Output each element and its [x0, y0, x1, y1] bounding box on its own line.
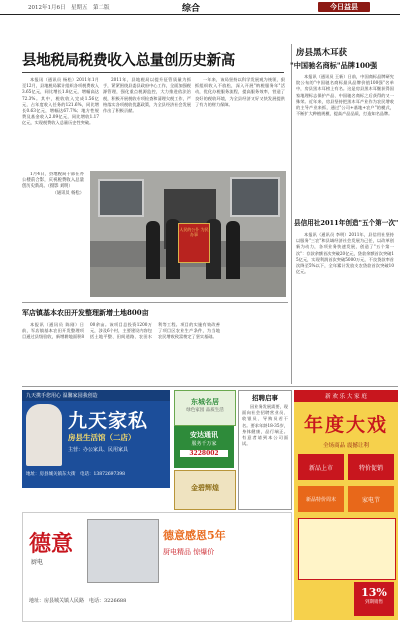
award-banner: [178, 223, 210, 263]
ad-newyear-box-2: [348, 454, 394, 480]
ad-newyear-box-4-label: 家电节: [361, 497, 380, 504]
masthead-text: 今日益县: [330, 2, 358, 11]
ad-newyear-title: 年度大戏: [303, 414, 388, 436]
ad-person-photo: [26, 404, 62, 466]
column-divider: [291, 44, 292, 384]
ad-newyear-sub: 全场商品 震撼让利: [323, 443, 369, 449]
ad-newyear-products: [298, 518, 396, 580]
ad-newyear-box-2-label: 特价促销: [358, 465, 383, 472]
page-header: [0, 0, 400, 15]
ad-green-title: 东城名居: [191, 397, 219, 406]
ad-newyear-box-4: [348, 486, 394, 512]
ad-newyear-discount: [354, 582, 394, 616]
ad-dechang-logo: 德意: [29, 531, 74, 557]
ad-jiutianjia-title: 九天家私: [68, 410, 149, 432]
ad-product-hood: [87, 519, 159, 583]
ad-safe-title: 安达通讯: [190, 430, 218, 439]
ad-dechang-promo: 德意感恩5年: [163, 529, 226, 542]
ad-gold[interactable]: [174, 470, 236, 510]
lead-headline-rule: [22, 72, 284, 73]
news-photo: [90, 171, 286, 297]
ad-gold-title: 金碧辉煌: [191, 483, 219, 492]
ad-newyear-top: 新 欢 乐 大 家 庭: [294, 390, 398, 402]
ad-newyear-box-1-label: 新品上市: [308, 465, 333, 472]
ad-safe[interactable]: [174, 426, 234, 468]
section-divider: [22, 302, 288, 303]
lead-body-right: 一年来，该局坚持以科学发展观为统领，狠抓组织收入不放松，深入开展"纳税服务年"活动，优化办税服务流程，提高服务效率，营造了良好的税收环境，为全县经济又好又快发展提供了有力的财力保障。: [195, 77, 285, 107]
ad-green-sub: 绿色家园 品质生活: [186, 408, 224, 413]
ad-newyear-box-3: [298, 486, 344, 512]
ad-safe-sub: 服务千万家: [191, 441, 217, 447]
ad-dechang-address: 地址：房县城关镇人民路 电话：3226688: [29, 598, 127, 604]
lead-body-left: 本报讯（通讯员 杨松）2011年1月至12月，县地税局累计组织各项税费收入3.65亿元，同比增长1.8亿元，增幅高达72.3%。其中，税收收入完成1.56亿元，占年度收入任务的121.6%，同比增长0.63亿元，增幅达67.7%；地方性规费及基金收入2.09亿元，同比增收1.17亿元，实现税费收入总量历史性突破。: [22, 77, 99, 126]
bottom-story-headline: 军店镇基本农田开发整理新增土地800亩: [22, 308, 149, 317]
ad-jiutianjia-sub: 房县生活馆（二店）: [68, 433, 136, 442]
right-top-headline: 房县黑木耳获: [296, 48, 348, 58]
right-mid-body: 本报讯（通讯员 李明）2011年，县信用社坚持以服务"三农"和县域经济社会发展为己任，以改革创新为动力，各项业务快速发展，创造了"五个第一次"：存款余额首次突破20亿元，贷款余额首次突破15亿元，实现利润首次突破5000万元，不良贷款率首次降至5%以下，全年累计发放支农贷款首次突破10亿元。: [296, 232, 394, 275]
right-top-body: 本报讯（通讯员 王新）日前，中国商标品牌研究院公布的"中国驰名商标最具品牌价值100强"名单中，房县黑木耳榜上有名。这是房县黑木耳继获得国家地理标志保护产品、中国驰名商标之后获得的又一殊荣。近年来，房县坚持把黑木耳产业作为农民增收的主导产业来抓，通过"公司+基地+农户"的模式，不断扩大种植规模，提高产品品质，打造知名品牌。: [296, 74, 394, 117]
header-section: 综合: [182, 4, 201, 14]
ad-notice-title: 招聘启事: [252, 394, 278, 402]
ad-dechang-sub: 厨电: [31, 559, 44, 566]
ad-dechang[interactable]: [22, 512, 292, 622]
ad-dechang-promo2: 厨电精品 惊爆价: [163, 548, 215, 556]
ad-jiutianjia-slogan: 九天携手您用心 温馨家园我创造: [22, 390, 170, 401]
header-date: 2012年1月6日 星期五 第二版: [28, 5, 110, 11]
lead-headline: 县地税局税费收入总量创历史新高: [22, 52, 235, 69]
ad-newyear-box-3-label: 新品特价周末: [305, 497, 336, 503]
ad-green[interactable]: [174, 390, 236, 426]
ad-notice[interactable]: [238, 390, 292, 510]
lead-body-mid: 2011年，县地税局以提升征管质量为抓手，紧紧围绕县委县政府中心工作，全面加强税源管理，强化重点税源监控，大力推进依法治税，积极开展税收专项检查和清理欠税工作，严格落实各项税收优惠政策，为全县经济社会发展作出了积极贡献。: [103, 77, 191, 114]
ad-jiutianjia-items: 主营：办公家具、民用家具: [68, 447, 129, 453]
ad-jiutianjia[interactable]: [22, 390, 170, 508]
award-banner-text: 人民的公仆 为民办事: [179, 227, 209, 237]
right-top-subheadline: "中国驰名商标"品牌100强: [290, 61, 378, 70]
ads-divider: [22, 386, 398, 387]
person-figure: [226, 221, 240, 279]
masthead-logo: [318, 2, 370, 12]
ad-newyear[interactable]: [294, 390, 398, 620]
ad-newyear-box-1: [298, 454, 344, 480]
ad-safe-phone: 3228002: [180, 450, 228, 457]
ad-jiutianjia-address: 地址：房县城关镇东大街 电话：13872697398: [26, 472, 125, 477]
photo-caption: 1月4日，县地税局干部在办公楼前合影，庆祝税费收入总量创历史新高。（摄影 刘明） （通讯员 杨松）: [22, 172, 84, 196]
ad-newyear-discount-sub: 到期销售: [365, 600, 383, 605]
ad-notice-body: 因业务发展需要，现面向社会招聘营业员、收银员、导购员若干名。要求年龄18-35岁，身体健康，品行端正。有意者请到本公司面试。: [242, 404, 288, 447]
bottom-story-body: 本报讯（通讯员 陈刚）日前，军店镇基本农田开发整理项目通过县级验收，新增耕地面积800余亩。该项目总投资1200万元，涉及6个村，主要建设内容包括土地平整、田间道路、农田水利等工程。项目的实施有效改善了项目区农业生产条件，为当地农民增收致富奠定了坚实基础。: [22, 322, 220, 340]
ad-jiutianjia-footer: [22, 488, 170, 508]
ad-newyear-discount-pct: 13%: [361, 586, 387, 599]
right-mid-headline: 县信用社2011年创造"五个第一次": [294, 219, 399, 227]
person-figure: [146, 221, 160, 279]
